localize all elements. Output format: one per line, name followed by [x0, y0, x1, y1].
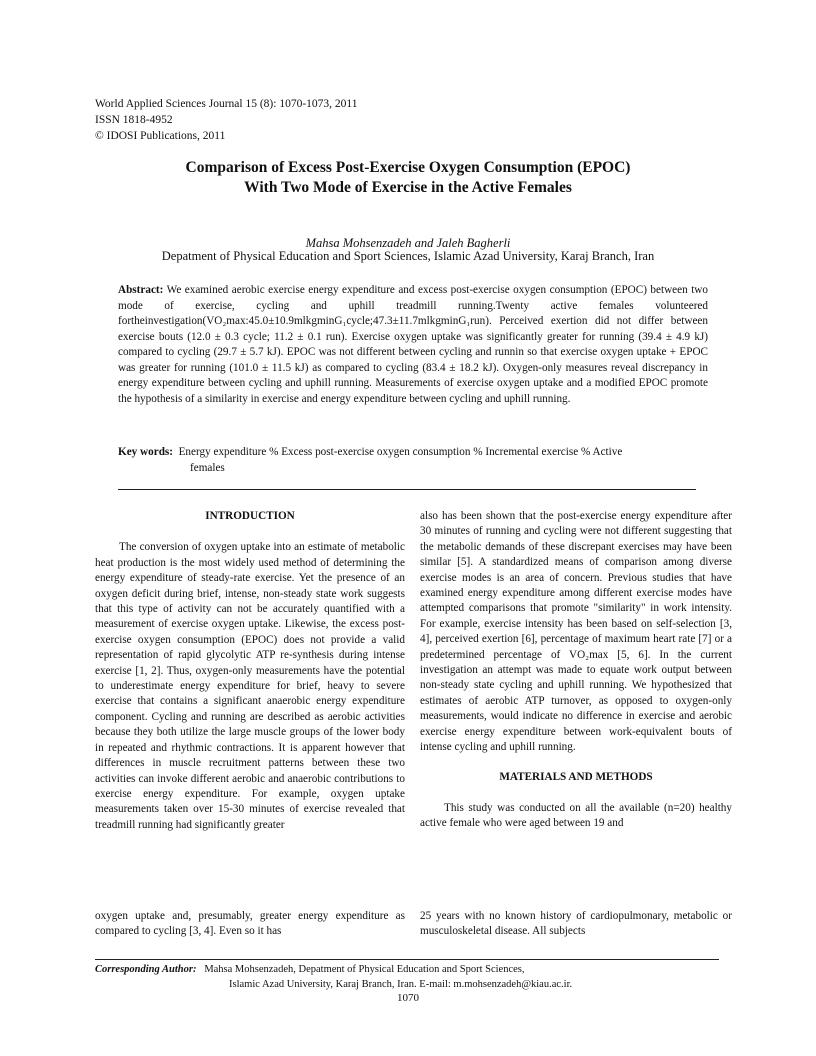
- journal-issn: ISSN 1818-4952: [95, 114, 173, 126]
- title-line-1: Comparison of Excess Post-Exercise Oxygen Consumption (EPOC): [185, 159, 631, 176]
- paper-title: [0, 158, 816, 198]
- column2-paragraph: also has been shown that the post-exercise energy expenditure after 30 minutes of running and cycling were not different suggesting that the metabolic demands of these discrepant exercises may have been similar [5]. A standardized means of comparison among diverse exercise modes is an area of concern. Previous studies that have examined energy expenditure among different exercise modes have attempted comparisons that promote "similarity" in work intensity. For example, exercise intensity has been based on self-selection [3, 4], perceived exertion [6], percentage of maximum heart rate [7] or a predetermined percentage of VO₂max [5, 6]. In the current investigation an attempt was made to equate work output between non-steady state cycling and uphill running. We hypothesized that estimates of aerobic ATP turnover, as opposed to oxygen-only measurements, would indicate no difference in exercise and aerobic exercise energy expenditure between work-equivalent bouts of intense cycling and uphill running.: [420, 510, 732, 754]
- introduction-heading: INTRODUCTION: [205, 510, 295, 522]
- footer-line-2: Islamic Azad University, Karaj Branch, Iran. E-mail: m.mohsenzadeh@kiau.ac.ir.: [229, 979, 573, 990]
- footer-line-1: Mahsa Mohsenzadeh, Depatment of Physical Education and Sport Sciences,: [204, 964, 525, 975]
- keywords-line-1: Energy expenditure % Excess post-exercise oxygen consumption % Incremental exercise % Active: [178, 446, 623, 458]
- column-left: [95, 509, 405, 833]
- abstract-label: Abstract:: [118, 284, 164, 296]
- keywords-label: Key words:: [118, 446, 173, 458]
- journal-citation: World Applied Sciences Journal 15 (8): 1070-1073, 2011: [95, 98, 358, 110]
- footer-label: Corresponding Author:: [95, 964, 197, 975]
- column-right: [420, 509, 732, 832]
- introduction-paragraph: The conversion of oxygen uptake into an estimate of metabolic heat production is the most widely used method of determining the energy expenditure of steady-rate exercise. Yet the presence of an oxygen deficit during brief, intense, non-steady state work suggests that this type of activity can not be accurately quantified with a measurement of exercise oxygen uptake. Likewise, the excess post-exercise oxygen consumption (EPOC) does not provide a valid representation of rapid glycolytic ATP re-synthesis during intense exercise [1, 2]. Thus, oxygen-only measurements have the potential to underestimate energy expenditure for brief, heavy to severe exercise that contains a significant anaerobic energy expenditure component. Cycling and running are described as aerobic activities because they both utilize the large muscle groups of the lower body in repeated and rhythmic contractions. It is apparent however that differences in muscle recruitment patterns between these two activities can invoke different aerobic and anaerobic contributions to exercise energy expenditure. For example, oxygen uptake measurements taken over 15-30 minutes of exercise revealed that treadmill running had significantly greater: [95, 541, 405, 831]
- page-number: 1070: [397, 992, 419, 1004]
- footer-divider: [95, 959, 719, 960]
- title-line-2: With Two Mode of Exercise in the Active Females: [244, 179, 572, 196]
- abstract-text: We examined aerobic exercise energy expenditure and excess post-exercise oxygen consumption (EPOC) between two mode of exercise, cycling and uphill treadmill running.Twenty active females volunteered fortheinvestigation(VO₂max:45.0±10.9mlkgminG₁cycle;47.3±11.7mlkgminG₁run). Perceived exertion did not differ between exercise bouts (12.0 ± 0.3 cycle; 11.2 ± 0.1 run). Exercise oxygen uptake was significantly greater for running (39.4 ± 4.9 kJ) compared to cycling (29.7 ± 5.7 kJ). EPOC was not different between cycling and runnin so that exercise oxygen uptake + EPOC was greater for running (101.0 ± 11.5 kJ) as compared to cycling (83.4 ± 18.2 kJ). Oxygen-only measures reveal discrepancy in energy expenditure between cycling and uphill running. Measurements of exercise oxygen uptake and a modified EPOC promote the hypothesis of a similarity in exercise and energy expenditure between cycling and uphill running.: [118, 284, 708, 405]
- keywords: [118, 445, 708, 476]
- section-divider: [118, 489, 696, 490]
- corresponding-author: [95, 962, 735, 992]
- column-left-continued: oxygen uptake and, presumably, greater energy expenditure as compared to cycling [3, 4]. Even so it has: [95, 910, 405, 938]
- methods-heading: MATERIALS AND METHODS: [499, 770, 653, 783]
- authors: Mahsa Mohsenzadeh and Jaleh Bagherli: [305, 236, 511, 250]
- journal-header: [95, 96, 357, 144]
- keywords-line-2: females: [190, 461, 225, 474]
- abstract: [118, 283, 708, 407]
- affiliation: Depatment of Physical Education and Sport Sciences, Islamic Azad University, Karaj Branch, Iran: [161, 249, 655, 263]
- methods-paragraph: This study was conducted on all the available (n=20) healthy active female who were aged between 19 and: [420, 801, 732, 830]
- column-right-continued: 25 years with no known history of cardiopulmonary, metabolic or musculoskeletal disease. All subjects: [420, 910, 732, 938]
- journal-publisher: © IDOSI Publications, 2011: [95, 130, 226, 142]
